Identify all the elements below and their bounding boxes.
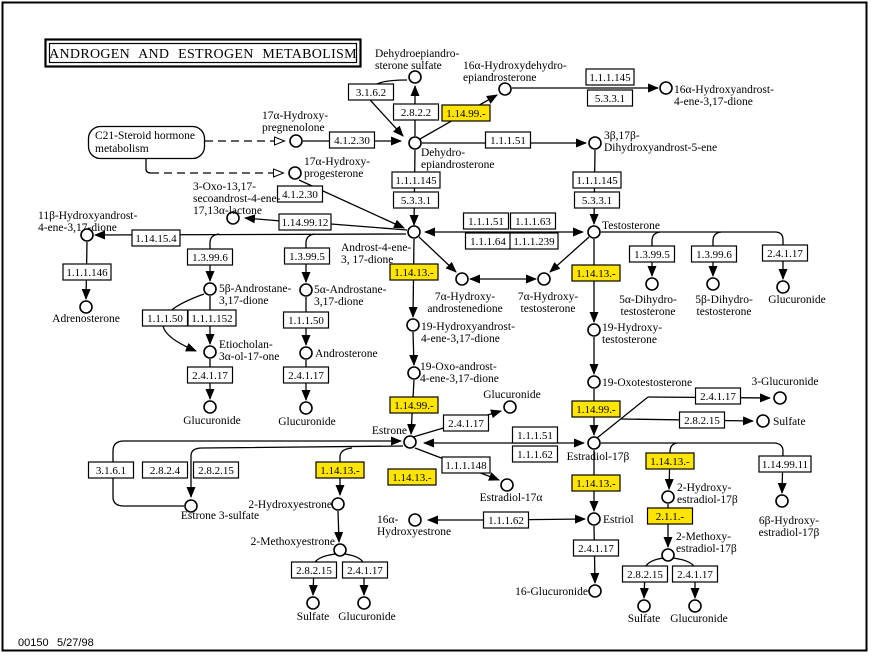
map-number: 00150	[18, 637, 49, 649]
compound-label: 5α-Dihydro-testosterone	[619, 294, 677, 318]
enzyme-box[interactable]	[464, 213, 509, 229]
compound-node[interactable]	[334, 544, 346, 556]
ec-number: 2.8.2.15	[627, 569, 663, 581]
compound-label: Glucuronide	[768, 294, 826, 306]
compound-node[interactable]	[776, 495, 788, 507]
compound-node[interactable]	[307, 597, 319, 609]
compound-node[interactable]	[501, 479, 513, 491]
enzyme-box[interactable]	[442, 457, 490, 473]
enzyme-box[interactable]	[285, 248, 330, 264]
enzyme-box[interactable]	[188, 367, 233, 383]
enzyme-box[interactable]	[588, 90, 633, 106]
ec-number: 1.1.1.148	[445, 460, 487, 472]
enzyme-box[interactable]	[143, 462, 188, 478]
ec-number: 5.3.3.1	[400, 195, 432, 207]
compound-label: Adrenosterone	[52, 313, 120, 325]
compound-node[interactable]	[409, 137, 421, 149]
compound-label: Etiocholan-3α-ol-17-one	[219, 339, 280, 363]
ec-number: 1.1.1.145	[395, 175, 437, 187]
compound-label: Glucuronide	[670, 613, 728, 625]
enzyme-box[interactable]	[572, 475, 620, 491]
compound-label: 5α-Androstane-3,17-dione	[314, 284, 387, 308]
compound-label: 2-Methoxyestrone	[250, 536, 335, 548]
compound-node[interactable]	[499, 83, 511, 95]
compound-label: Estriol	[603, 514, 634, 526]
enzyme-box[interactable]	[330, 132, 375, 148]
ec-number: 5.3.3.1	[581, 195, 613, 207]
ec-number: 4.1.2.30	[282, 189, 318, 201]
enzyme-box[interactable]	[466, 233, 511, 249]
enzyme-box[interactable]	[673, 566, 718, 582]
compound-node[interactable]	[588, 376, 600, 388]
compound-label: 19-Oxotestosterone	[602, 377, 693, 389]
ec-number: 1.1.1.50	[288, 315, 324, 327]
ec-number: 1.1.1.145	[589, 72, 631, 84]
ec-number: 2.4.1.17	[448, 418, 484, 430]
compound-label: 17α-Hydroxy-progesterone	[304, 156, 371, 180]
compound-label: Sulfate	[296, 611, 330, 623]
compound-label: Glucuronide	[278, 416, 336, 428]
compound-node[interactable]	[204, 401, 216, 413]
compound-label: 7α-Hydroxy-testosterone	[517, 291, 579, 315]
ec-number: 1.1.1.152	[191, 313, 233, 325]
ec-number: 1.14.13.-	[576, 478, 616, 490]
enzyme-box[interactable]	[392, 172, 440, 188]
compound-label: 16-Glucuronide	[515, 586, 588, 598]
compound-node[interactable]	[408, 226, 420, 238]
enzyme-box[interactable]	[648, 508, 693, 524]
ec-number: 1.1.1.62	[488, 515, 524, 527]
ec-number: 2.8.2.15	[198, 465, 234, 477]
compound-node[interactable]	[588, 437, 600, 449]
compound-node[interactable]	[589, 585, 601, 597]
linked-pathway-box[interactable]	[89, 127, 205, 159]
ec-number: 2.4.1.17	[288, 370, 324, 382]
compound-label: 5β-Androstane-3,17-dione	[219, 283, 292, 307]
ec-number: 1.1.1.64	[470, 236, 506, 248]
ec-number: 3.1.6.2	[355, 87, 387, 99]
ec-number: 1.14.99.-	[394, 400, 434, 412]
compound-node[interactable]	[300, 284, 312, 296]
compound-node[interactable]	[660, 82, 672, 94]
ec-number: 1.14.13.-	[392, 472, 432, 484]
enzyme-box[interactable]	[279, 214, 331, 230]
ec-number: 2.1.1.-	[655, 511, 685, 523]
ec-number: 1.14.99.11	[761, 459, 809, 471]
enzyme-box[interactable]	[444, 415, 489, 431]
compound-node[interactable]	[407, 319, 419, 331]
compound-node[interactable]	[707, 278, 719, 290]
compound-node[interactable]	[589, 137, 601, 149]
compound-label: Dehydro-epiandrosterone	[421, 147, 495, 171]
ec-number: 2.8.2.15	[296, 565, 332, 577]
ec-number: 1.1.1.50	[147, 313, 183, 325]
ec-number: 1.14.13.-	[576, 268, 616, 280]
compound-label: 19-Hydroxyandrost-4-ene-3,17-dione	[421, 321, 515, 345]
enzyme-box[interactable]	[349, 84, 394, 100]
enzyme-box[interactable]	[486, 132, 531, 148]
compound-label: 3-Oxo-13,17-secoandrost-4-ene-17,13α-lactone	[193, 181, 281, 217]
compound-node[interactable]	[290, 135, 302, 147]
linked-pathway-label-line1: C21-Steroid hormone	[95, 130, 195, 142]
compound-node[interactable]	[646, 278, 658, 290]
enzyme-box[interactable]	[759, 456, 811, 472]
enzyme-box[interactable]	[143, 310, 188, 326]
compound-node[interactable]	[757, 415, 769, 427]
compound-label: Estradiol-17α	[479, 492, 543, 504]
compound-node[interactable]	[638, 600, 650, 612]
enzyme-box[interactable]	[284, 312, 329, 328]
enzyme-box[interactable]	[194, 462, 239, 478]
enzyme-box[interactable]	[696, 388, 741, 404]
enzyme-box[interactable]	[292, 562, 337, 578]
enzyme-box[interactable]	[623, 566, 668, 582]
ec-number: 2.4.1.17	[700, 391, 736, 403]
enzyme-box[interactable]	[343, 562, 388, 578]
compound-label: Estrone	[371, 425, 407, 437]
compound-label: 11β-Hydroxyandrost-4-ene-3,17-dione	[38, 210, 138, 234]
compound-label: 2-Hydroxy-estradiol-17β	[677, 482, 738, 506]
compound-node[interactable]	[408, 367, 420, 379]
compound-label: 16α-Hydroxydehydro-epiandrosterone	[463, 60, 567, 84]
compound-node[interactable]	[204, 346, 216, 358]
ec-number: 1.1.1.51	[490, 135, 526, 147]
compound-label: 3β,17β-Dihydroxyandrost-5-ene	[604, 130, 718, 154]
compound-node[interactable]	[588, 513, 600, 525]
ec-number: 1.14.13.-	[394, 267, 434, 279]
ec-number: 1.3.99.5	[289, 251, 325, 263]
ec-number: 1.14.99.-	[576, 404, 616, 416]
compound-label: Androsterone	[315, 348, 378, 360]
compound-label: Androst-4-ene-3, 17-dione	[341, 242, 412, 266]
compound-label: 17α-Hydroxy-pregnenolone	[262, 110, 329, 134]
enzyme-box[interactable]	[442, 105, 490, 121]
enzyme-box[interactable]	[394, 192, 439, 208]
title-box	[46, 40, 361, 67]
enzyme-box[interactable]	[630, 246, 675, 262]
enzyme-box[interactable]	[646, 453, 694, 469]
compound-node[interactable]	[588, 226, 600, 238]
enzyme-box[interactable]	[316, 462, 364, 478]
ec-number: 1.3.99.5	[634, 249, 670, 261]
compound-node[interactable]	[777, 281, 789, 293]
ec-number: 1.3.99.6	[192, 252, 228, 264]
compound-node[interactable]	[774, 392, 786, 404]
compound-node[interactable]	[80, 301, 92, 313]
ec-number: 1.1.1.145	[576, 175, 618, 187]
enzyme-box[interactable]	[484, 512, 529, 528]
ec-number: 2.4.1.17	[192, 370, 228, 382]
ec-number: 5.3.3.1	[594, 93, 626, 105]
enzyme-box[interactable]	[278, 186, 323, 202]
enzyme-box[interactable]	[89, 462, 134, 478]
enzyme-box[interactable]	[692, 246, 737, 262]
ec-number: 1.1.1.63	[515, 216, 551, 228]
enzyme-box[interactable]	[284, 367, 329, 383]
ec-number: 2.8.2.15	[684, 415, 720, 427]
enzyme-box[interactable]	[188, 310, 236, 326]
compound-label: 19-Oxo-androst-4-ene-3,17-dione	[420, 361, 499, 385]
enzyme-box[interactable]	[574, 540, 619, 556]
enzyme-box[interactable]	[680, 412, 725, 428]
ec-number: 2.8.2.4	[149, 465, 181, 477]
compound-label: 2-Methoxy-estradiol-17β	[676, 531, 737, 555]
ec-number: 4.1.2.30	[334, 135, 370, 147]
enzyme-box[interactable]	[394, 104, 439, 120]
enzyme-box[interactable]	[586, 69, 634, 85]
ec-number: 1.14.13.-	[650, 456, 690, 468]
compound-label: Estradiol-17β	[566, 451, 630, 463]
compound-node[interactable]	[588, 324, 600, 336]
compound-node[interactable]	[662, 491, 674, 503]
enzyme-box[interactable]	[511, 213, 556, 229]
ec-number: 3.1.6.1	[95, 465, 127, 477]
ec-number: 1.3.99.6	[696, 249, 732, 261]
ec-number: 2.4.1.17	[677, 569, 713, 581]
enzyme-box[interactable]	[510, 233, 558, 249]
ec-number: 1.14.13.-	[320, 465, 360, 477]
ec-number: 2.8.2.2	[400, 107, 432, 119]
enzyme-box[interactable]	[63, 264, 111, 280]
compound-label: 19-Hydroxy-testosterone	[602, 322, 663, 346]
compound-label: 6β-Hydroxy-estradiol-17β	[758, 515, 820, 539]
enzyme-box[interactable]	[390, 397, 438, 413]
ec-number: 1.1.1.146	[66, 267, 108, 279]
ec-number: 1.14.99.-	[446, 108, 486, 120]
ec-number: 2.4.1.17	[347, 565, 383, 577]
compound-node[interactable]	[300, 402, 312, 414]
ec-number: 1.1.1.51	[468, 216, 504, 228]
compound-node[interactable]	[358, 597, 370, 609]
compound-label: 2-Hydroxyestrone	[248, 499, 332, 511]
compound-label: Glucuronide	[483, 389, 541, 401]
enzyme-box[interactable]	[572, 265, 620, 281]
enzyme-box[interactable]	[513, 446, 558, 462]
compound-label: Dehydroepiandro-sterone sulfate	[375, 48, 460, 72]
compound-label: Testosterone	[602, 220, 660, 232]
compound-node[interactable]	[409, 71, 421, 83]
compound-label: Glucuronide	[183, 415, 241, 427]
map-date: 5/27/98	[57, 637, 94, 649]
enzyme-box[interactable]	[188, 249, 233, 265]
compound-label: 5β-Dihydro-testosterone	[695, 294, 753, 318]
linked-pathway-label-line2: metabolism	[95, 143, 149, 155]
ec-number: 2.4.1.17	[578, 543, 614, 555]
compound-label: 16α-Hydroxyandrost-4-ene-3,17-dione	[674, 84, 774, 108]
enzyme-box[interactable]	[763, 245, 808, 261]
ec-number: 1.1.1.239	[513, 236, 555, 248]
compound-node[interactable]	[404, 436, 416, 448]
compound-node[interactable]	[409, 514, 421, 526]
page-title: ANDROGEN AND ESTROGEN METABOLISM	[49, 47, 357, 62]
compound-label: Sulfate	[627, 613, 661, 625]
ec-number: 1.1.1.51	[517, 430, 553, 442]
compound-node[interactable]	[289, 167, 301, 179]
compound-label: Glucuronide	[338, 611, 396, 623]
compound-label: Estrone 3-sulfate	[180, 510, 260, 522]
compound-label: 3-Glucuronide	[751, 376, 819, 388]
compound-node[interactable]	[456, 273, 468, 285]
compound-node[interactable]	[300, 347, 312, 359]
compound-node[interactable]	[332, 498, 344, 510]
ec-number: 2.4.1.17	[767, 248, 803, 260]
ec-number: 1.14.15.4	[135, 233, 177, 245]
compound-node[interactable]	[689, 600, 701, 612]
compound-node[interactable]	[662, 549, 674, 561]
compound-node[interactable]	[504, 401, 516, 413]
enzyme-box[interactable]	[132, 230, 180, 246]
enzyme-box[interactable]	[513, 427, 558, 443]
enzyme-box[interactable]	[388, 469, 436, 485]
compound-node[interactable]	[204, 283, 216, 295]
compound-label: 7α-Hydroxy-androstenedione	[427, 291, 503, 315]
enzyme-box[interactable]	[390, 264, 438, 280]
compound-label: Sulfate	[773, 416, 806, 428]
enzyme-box[interactable]	[572, 401, 620, 417]
compound-label: 16α-Hydroxyestrone	[377, 514, 452, 538]
ec-number: 1.14.99.12	[281, 217, 329, 229]
ec-number: 1.1.1.62	[517, 449, 553, 461]
enzyme-box[interactable]	[573, 172, 621, 188]
compound-node[interactable]	[538, 273, 550, 285]
enzyme-box[interactable]	[575, 192, 620, 208]
